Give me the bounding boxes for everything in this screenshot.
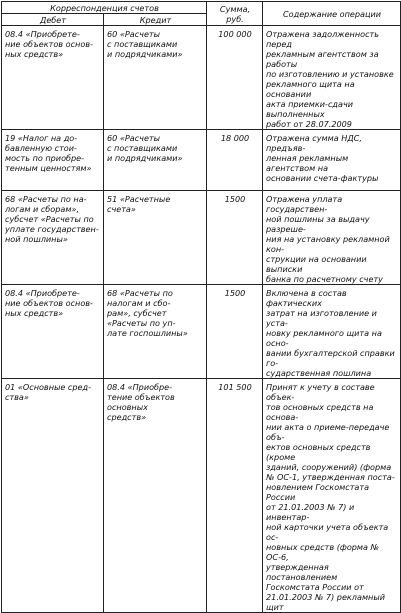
credit-cell: 68 «Расчеты по налогам и сбо- рам», субсчет «Расчеты по уп- лате госпошлины» — [104, 285, 207, 379]
table-row — [2, 285, 401, 379]
amount-cell: 1500 — [207, 285, 263, 379]
table-row — [2, 130, 401, 191]
debit-header: Дебет — [2, 14, 104, 26]
table-row — [2, 379, 401, 613]
debit-cell: 68 «Расчеты по на- логам и сборам», субсчет «Расчеты по уплате государствен- ной пошлины» — [2, 191, 104, 285]
amount-cell: 100 000 — [207, 26, 263, 130]
credit-cell: 60 «Расчеты с поставщиками и подрядчиками» — [104, 26, 207, 130]
debit-cell: 08.4 «Приобрете- ние объектов основ- ных средств» — [2, 26, 104, 130]
correspondence-table — [1, 1, 401, 613]
content-header: Содержание операции — [263, 2, 401, 26]
accounting-entries-document — [1, 1, 400, 613]
amount-header: Сумма, руб. — [207, 2, 263, 26]
credit-header: Кредит — [104, 14, 207, 26]
debit-cell: 01 «Основные сред- ства» — [2, 379, 104, 613]
debit-cell: 08.4 «Приобрете- ние объектов основ- ных средств» — [2, 285, 104, 379]
content-cell: Принят к учету в составе объек- тов основных средств на основа- нии акта о приеме-передаче объ- ектов основных средств (кроме зданий, сооружений) (форма № ОС-1, утвержденная поста- новлением Госкомстата России от 21.01.2003 № 7) и инвентар- ной карточки учета объекта ос- новных средств (форма № ОС-6, утвержденная постановлением Госкомстата России от 21.01.2003 № 7) рекламный щит — [263, 379, 401, 613]
credit-cell: 60 «Расчеты с поставщиками и подрядчиками» — [104, 130, 207, 191]
table-row — [2, 191, 401, 285]
content-cell: Отражена задолженность перед рекламным агентством за работы по изготовлению и установке рекламного щита на основании акта приемки-сдачи выполненных работ от 28.07.2009 — [263, 26, 401, 130]
amount-cell: 18 000 — [207, 130, 263, 191]
credit-cell: 08.4 «Приобре- тение объектов основных средств» — [104, 379, 207, 613]
content-cell: Отражена уплата государствен- ной пошлины за выдачу разреше- ния на установку рекламной кон- струкции на основании выписки банка по расчетному счету — [263, 191, 401, 285]
amount-cell: 1500 — [207, 191, 263, 285]
correspondence-header: Корреспонденция счетов — [2, 2, 207, 14]
table-row — [2, 26, 401, 130]
credit-cell: 51 «Расчетные счета» — [104, 191, 207, 285]
debit-cell: 19 «Налог на до- бавленную стои- мость по приобре- тенным ценностям» — [2, 130, 104, 191]
content-cell: Отражена сумма НДС, предъяв- ленная рекламным агентством на основании счета-фактуры — [263, 130, 401, 191]
amount-cell: 101 500 — [207, 379, 263, 613]
content-cell: Включена в состав фактических затрат на изготовление и уста- новку рекламного щита на осно- вании бухгалтерской справки го- сударственная пошлина — [263, 285, 401, 379]
